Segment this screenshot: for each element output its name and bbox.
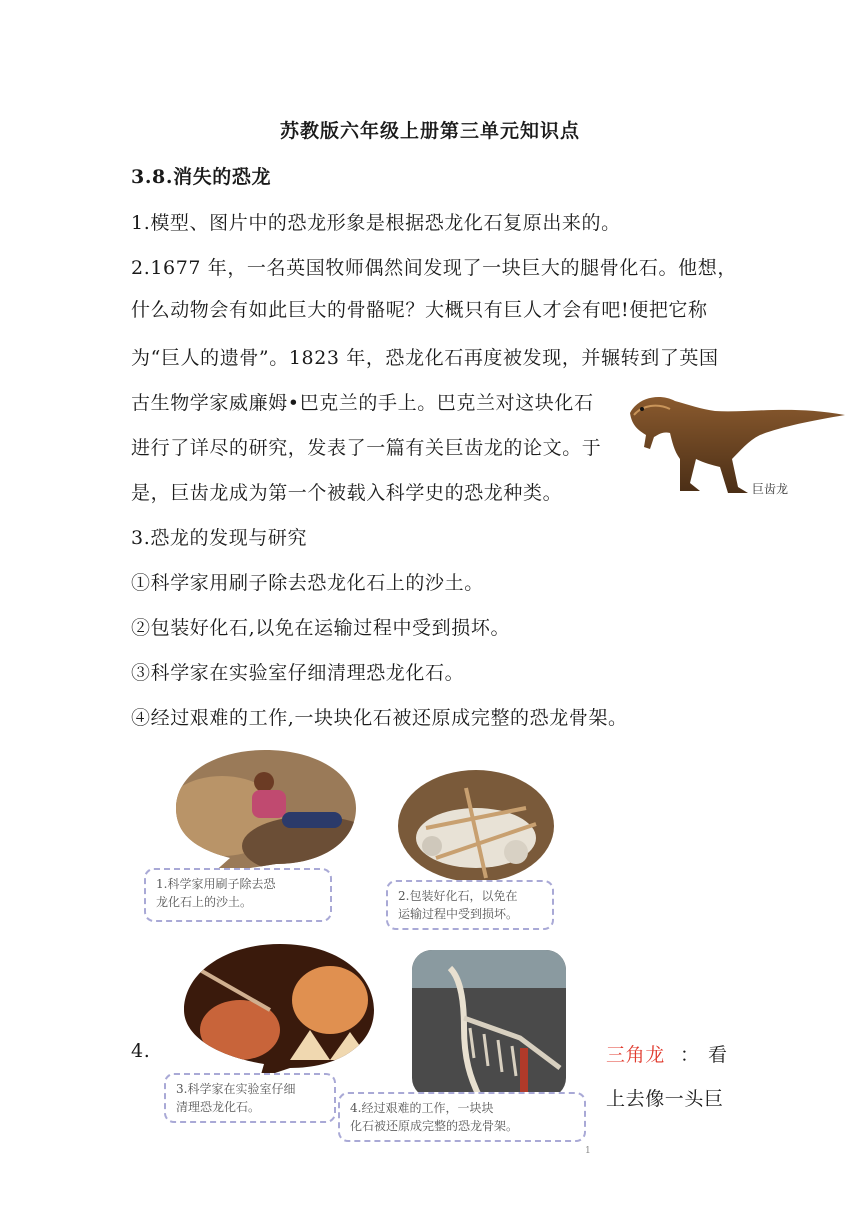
step-4: ④经过艰难的工作,一块块化石被还原成完整的恐龙骨架。 — [131, 707, 628, 729]
document-title: 苏教版六年级上册第三单元知识点 — [279, 120, 580, 142]
photo-packing-fossil — [396, 768, 556, 888]
paragraph-2-line-3: 为“巨人的遗骨”。1823 年，恐龙化石再度被发现，并辗转到了英国 — [131, 347, 719, 369]
step-3: ③科学家在实验室仔细清理恐龙化石。 — [131, 662, 465, 684]
paragraph-1: 1.模型、图片中的恐龙形象是根据恐龙化石复原出来的。 — [131, 212, 621, 234]
section-heading: 3.8.消失的恐龙 — [131, 166, 272, 188]
paragraph-2-line-6: 是，巨齿龙成为第一个被载入科学史的恐龙种类。 — [131, 482, 563, 504]
megalosaurus-caption: 巨齿龙 — [752, 482, 789, 496]
paragraph-4-colon: ： — [680, 1044, 700, 1066]
paragraph-2-line-5: 进行了详尽的研究，发表了一篇有关巨齿龙的论文。于 — [131, 437, 602, 459]
caption-1-line-1: 1.科学家用刷子除去恐 — [156, 877, 276, 891]
paragraph-2-line-2: 什么动物会有如此巨大的骨骼呢？大概只有巨人才会有吧!便把它称 — [131, 299, 708, 321]
paragraph-2-line-4: 古生物学家威廉姆•巴克兰的手上。巴克兰对这块化石 — [131, 392, 594, 414]
triceratops-term: 三角龙 — [606, 1044, 665, 1066]
step-2: ②包装好化石,以免在运输过程中受到损坏。 — [131, 617, 511, 639]
caption-2-line-2: 运输过程中受到损坏。 — [398, 907, 519, 921]
page-number: 1 — [585, 1146, 591, 1156]
caption-bubble-2 — [386, 880, 554, 930]
photo-lab-cleaning — [180, 940, 376, 1080]
paragraph-3-heading: 3.恐龙的发现与研究 — [131, 527, 308, 549]
caption-4-line-2: 化石被还原成完整的恐龙骨架。 — [350, 1119, 519, 1133]
megalosaurus-image — [620, 375, 850, 505]
paragraph-4-text-1: 看 — [708, 1044, 728, 1066]
caption-bubble-4 — [338, 1092, 586, 1142]
caption-2-line-1: 2.包装好化石，以免在 — [398, 889, 518, 903]
paragraph-2-line-1: 2.1677 年，一名英国牧师偶然间发现了一块巨大的腿骨化石。他想， — [131, 257, 737, 279]
paragraph-4-number: 4. — [131, 1040, 151, 1062]
caption-4-line-1: 4.经过艰难的工作，一块块 — [350, 1101, 494, 1115]
step-1: ①科学家用刷子除去恐龙化石上的沙土。 — [131, 572, 484, 594]
paragraph-4-text-2: 上去像一头巨 — [606, 1088, 724, 1110]
caption-bubble-1 — [144, 868, 332, 922]
caption-1-line-2: 龙化石上的沙土。 — [156, 895, 253, 909]
photo-skeleton — [410, 948, 568, 1100]
photo-brushing-fossil — [172, 746, 358, 876]
caption-3-line-1: 3.科学家在实验室仔细 — [176, 1082, 296, 1096]
caption-3-line-2: 清理恐龙化石。 — [176, 1100, 261, 1114]
caption-bubble-3 — [164, 1073, 336, 1123]
